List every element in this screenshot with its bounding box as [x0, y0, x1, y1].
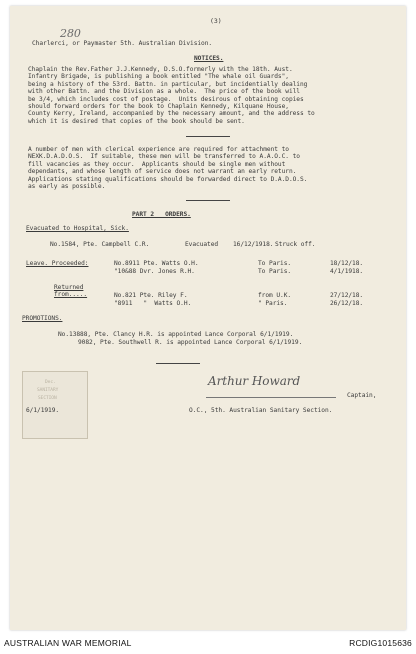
returned-destination: from U.K.: [258, 292, 292, 299]
evacuated-date: 16/12/1918.: [233, 241, 274, 248]
returned-destination: " Paris.: [258, 300, 288, 307]
notice1-line: be 3/4, which includes cost of postage. Units desirous of obtaining copies: [28, 95, 304, 103]
document-page: [10, 6, 406, 630]
returned-from-label: from.....: [54, 291, 88, 298]
returned-label: Returned: [54, 284, 84, 291]
promotion-line: No.13888, Pte. Clancy H.R. is appointed Lance Corporal 6/1/1919.: [58, 331, 294, 338]
returned-name: "8911 " Watts O.H.: [114, 300, 192, 307]
divider: [186, 200, 230, 201]
leave-destination: To Paris.: [258, 260, 292, 267]
header-line: Charlerci, or Paymaster 5th. Australian Division.: [32, 40, 213, 47]
stamp-text: SECTION: [38, 396, 57, 401]
notice1-line: with other Battn. and the Division as a whole. The price of the book will: [28, 88, 300, 96]
notice1-line: which it is desired that copies of the book should be sent.: [28, 117, 245, 125]
promotions-heading: PROMOTIONS.: [22, 315, 63, 322]
leave-date: 4/1/1918.: [330, 268, 364, 275]
divider: [156, 363, 200, 364]
notice2-line: dependants, and whose length of service does not warrant an early return.: [28, 168, 297, 176]
leave-label: Leave. Proceeded:: [26, 260, 89, 267]
footer-catalogue-id: RCDIG1015636: [349, 638, 412, 648]
notice1-line: Infantry Brigade, is publishing a book entitled "The whale oil Guards",: [28, 73, 289, 81]
promotion-line: 9082, Pte. Southwell R. is appointed Lance Corporal 6/1/1919.: [78, 339, 303, 346]
leave-date: 18/12/18.: [330, 260, 364, 267]
evacuated-status: Evacuated: [185, 241, 219, 248]
notice1-line: Chaplain the Rev.Father J.J.Kennedy, D.S.O.formerly with the 18th. Aust.: [28, 66, 293, 73]
notice2-line: as early as possible.: [28, 183, 106, 190]
signature-line: [206, 397, 336, 398]
signature-title: Captain,: [347, 392, 377, 399]
signature: Arthur Howard: [208, 374, 301, 388]
evacuated-name: No.1584, Pte. Campbell C.R.: [50, 241, 150, 248]
stamp-text: SANITARY: [37, 388, 59, 393]
notice2-line: Applications stating qualifications should be forwarded direct to D.A.D.O.S.: [28, 175, 308, 183]
handwritten-folio-number: 280: [60, 27, 81, 40]
stamp-text: Dec.: [45, 380, 56, 385]
part2-heading: PART 2 ORDERS.: [132, 211, 191, 218]
notice1-line: being a history of the 53rd. Battn. in particular, but incidentially dealing: [28, 80, 308, 88]
evacuated-heading: Evacuated to Hospital, Sick.: [26, 225, 129, 232]
notices-heading: NOTICES.: [194, 55, 224, 62]
divider: [186, 136, 230, 137]
leave-name: "10&88 Dvr. Jones R.H.: [114, 268, 195, 275]
signature-unit: O.C., 5th. Australian Sanitary Section.: [189, 407, 333, 414]
leave-name: No.8911 Pte. Watts O.H.: [114, 260, 199, 267]
returned-date: 26/12/18.: [330, 300, 364, 307]
returned-date: 27/12/18.: [330, 292, 364, 299]
notice2-line: A number of men with clerical experience are required for attachment to: [28, 146, 289, 153]
leave-destination: To Paris.: [258, 268, 292, 275]
page-number: (3): [210, 17, 222, 25]
faded-stamp: [22, 371, 88, 439]
evacuated-note: Struck off.: [275, 241, 316, 248]
notice1-line: should forward orders for the book to Chaplain Kennedy, Kilquane House,: [28, 103, 289, 110]
document-date: 6/1/1919.: [26, 407, 60, 414]
footer-institution: AUSTRALIAN WAR MEMORIAL: [4, 638, 132, 648]
notice2-line: fill vacancies as they occur. Applicants should be single men without: [28, 160, 286, 168]
notice1-line: County Kerry, Ireland, accompanied by the necessary amount, and the address to: [28, 110, 315, 118]
returned-name: No.821 Pte. Riley F.: [114, 292, 188, 299]
notice2-line: NEXK.D.A.D.O.S. If suitable, these men will be transferred to A.A.O.C. to: [28, 153, 300, 161]
